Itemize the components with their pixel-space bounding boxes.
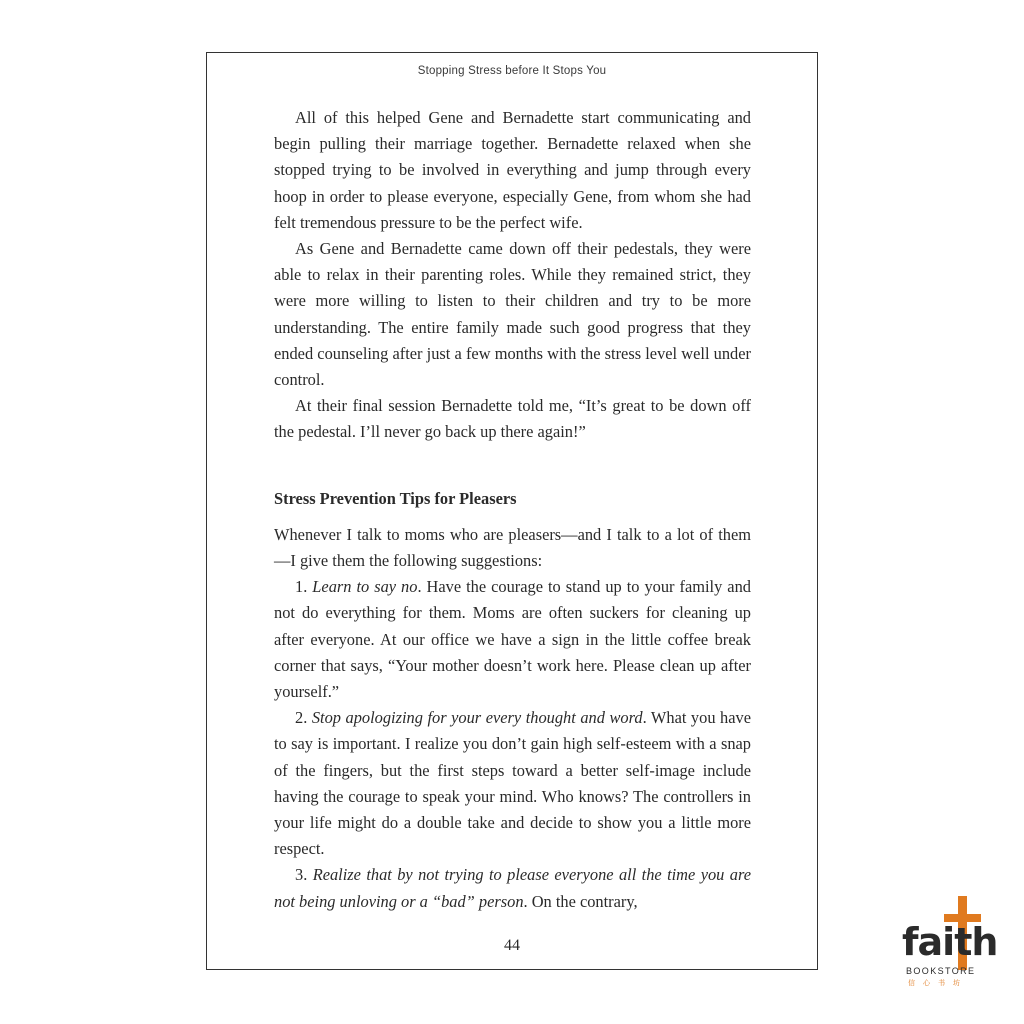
tip-title: Stop apologizing for your every thought and word bbox=[311, 708, 643, 728]
tip-number: 2. bbox=[295, 708, 308, 728]
tip-text: . Have the courage to stand up to your family and not do everything for them. Moms are often suckers for cleaning up after everyone. At our office we have a sign in the little coffee break corner that says, “Your mother doesn’t work here. Please clean up after yourself.” bbox=[274, 577, 751, 702]
tip-number: 3. bbox=[295, 865, 308, 885]
intro-paragraph: Whenever I talk to moms who are pleasers—and I talk to a lot of them—I give them the following suggestions: bbox=[274, 524, 751, 571]
section-heading: Stress Prevention Tips for Pleasers bbox=[274, 488, 517, 508]
logo-subtitle: BOOKSTORE bbox=[906, 966, 976, 976]
logo-chinese: 信心书坊 bbox=[908, 979, 968, 987]
tip-1 bbox=[274, 574, 751, 705]
page-number: 44 bbox=[504, 937, 520, 954]
paragraph: At their final session Bernadette told me, “It’s great to be down off the pedestal. I’ll never go back up there again!” bbox=[274, 396, 751, 442]
tip-text: . What you have to say is important. I realize you don’t gain high self-esteem with a snap of the fingers, but the first steps toward a better self-image include having the courage to speak your mind. Who knows? The controllers in your life might do a double take and decide to show you a little more respect. bbox=[274, 708, 751, 859]
running-head: Stopping Stress before It Stops You bbox=[417, 65, 607, 77]
paragraph: All of this helped Gene and Bernadette start communicating and begin pulling their marriage together. Bernadette relaxed when she stopped trying to be involved in everything and jump through every hoop in order to please everyone, especially Gene, from whom she had felt tremendous pressure to be the perfect wife. bbox=[274, 108, 751, 232]
logo-word: faith bbox=[902, 920, 998, 964]
body-text bbox=[274, 105, 751, 915]
tip-title: Learn to say no bbox=[312, 577, 418, 597]
faith-bookstore-logo bbox=[898, 892, 998, 992]
paragraph: As Gene and Bernadette came down off their pedestals, they were able to relax in their parenting roles. While they remained strict, they were more willing to listen to their children and try to be more understanding. The entire family made such good progress that they ended counseling after just a few months with the stress level well under control. bbox=[274, 239, 751, 390]
tip-2 bbox=[274, 705, 751, 862]
tip-text: . On the contrary, bbox=[523, 891, 638, 911]
tip-3 bbox=[274, 862, 751, 914]
tip-number: 1. bbox=[295, 577, 308, 597]
book-page bbox=[206, 52, 818, 970]
tip-title: Realize that by not trying to please everyone all the time you are not being unloving or a “bad” person bbox=[274, 865, 751, 911]
